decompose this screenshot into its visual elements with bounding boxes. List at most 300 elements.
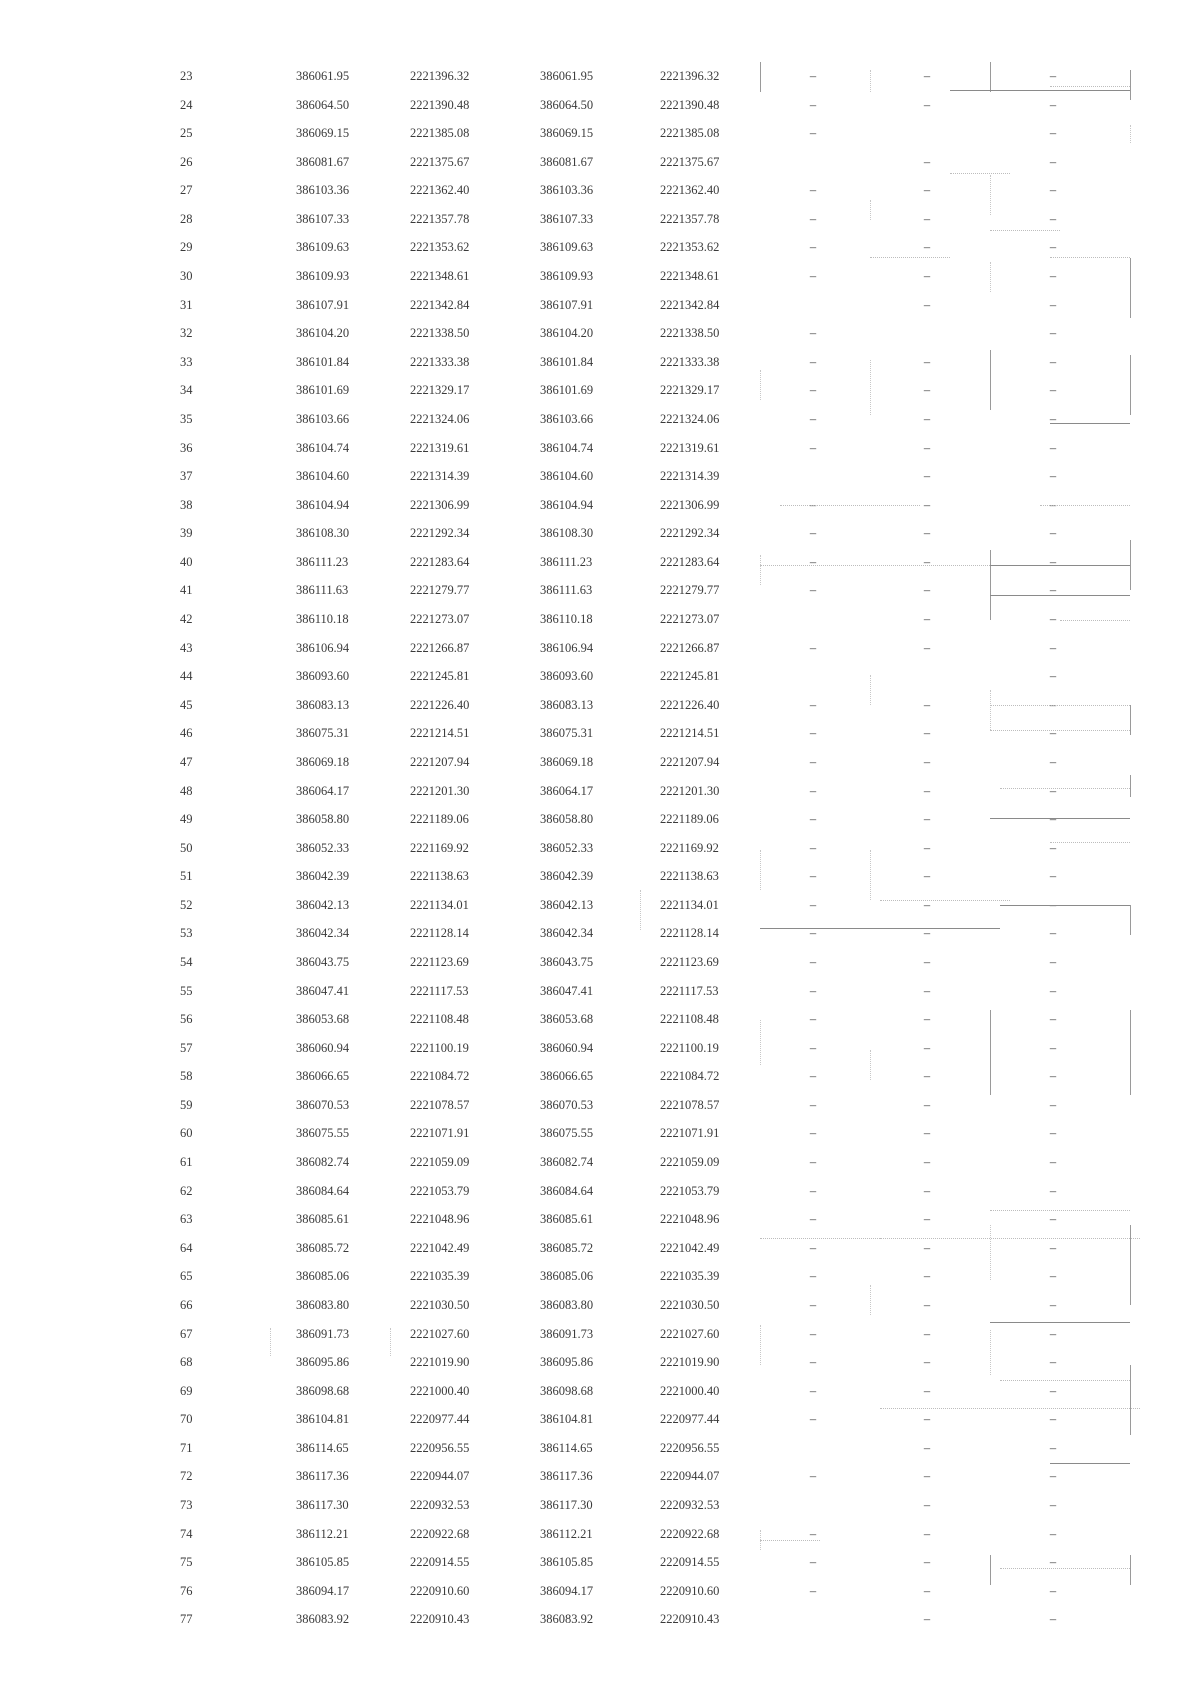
dash-cell-2: –: [923, 897, 931, 912]
row-number: 43: [180, 640, 193, 655]
y-coordinate-2: 2220977.44: [660, 1412, 720, 1427]
dash-cell-3: –: [1049, 154, 1057, 169]
x-coordinate: 386042.34: [296, 926, 350, 941]
row-number: 68: [180, 1355, 193, 1370]
x-coordinate: 386085.61: [296, 1212, 350, 1227]
x-coordinate: 386082.74: [296, 1155, 350, 1170]
y-coordinate: 2221123.69: [410, 954, 469, 969]
dash-cell-3: –: [1049, 840, 1057, 855]
table-row: [0, 1291, 1200, 1319]
x-coordinate: 386105.85: [296, 1555, 350, 1570]
dash-cell-1: –: [809, 1012, 817, 1027]
dash-cell-3: –: [1049, 1069, 1057, 1084]
scan-line: [1050, 257, 1130, 258]
dash-cell-3: –: [1049, 1269, 1057, 1284]
dash-cell-3: –: [1049, 1355, 1057, 1370]
scan-line: [1000, 905, 1130, 906]
y-coordinate: 2220910.43: [410, 1612, 470, 1627]
y-coordinate: 2221030.50: [410, 1297, 470, 1312]
scan-line: [990, 565, 1130, 566]
y-coordinate-2: 2221266.87: [660, 640, 720, 655]
row-number: 30: [180, 269, 193, 284]
table-row: [0, 1148, 1200, 1176]
dash-cell-3: –: [1049, 554, 1057, 569]
scan-line: [1050, 86, 1130, 87]
table-row: [0, 605, 1200, 633]
dash-cell-2: –: [923, 526, 931, 541]
scan-line: [990, 175, 991, 215]
row-number: 66: [180, 1297, 193, 1312]
x-coordinate: 386066.65: [296, 1069, 350, 1084]
row-number: 56: [180, 1012, 193, 1027]
dash-cell-2: –: [923, 411, 931, 426]
row-number: 45: [180, 697, 193, 712]
x-coordinate-2: 386093.60: [540, 669, 594, 684]
dash-cell-1: –: [809, 1469, 817, 1484]
y-coordinate: 2221019.90: [410, 1355, 470, 1370]
y-coordinate-2: 2221071.91: [660, 1126, 720, 1141]
x-coordinate: 386108.30: [296, 526, 350, 541]
x-coordinate-2: 386109.63: [540, 240, 594, 255]
x-coordinate-2: 386069.18: [540, 754, 594, 769]
scan-line: [990, 262, 991, 292]
dash-cell-3: –: [1049, 440, 1057, 455]
dash-cell-1: –: [809, 440, 817, 455]
scan-line: [990, 705, 1130, 706]
x-coordinate: 386061.95: [296, 69, 350, 83]
dash-cell-2: –: [923, 640, 931, 655]
x-coordinate-2: 386047.41: [540, 983, 594, 998]
x-coordinate-2: 386111.23: [540, 554, 593, 569]
dash-cell-3: –: [1049, 183, 1057, 198]
table-row: [0, 1405, 1200, 1433]
dash-cell-1: –: [809, 697, 817, 712]
x-coordinate: 386101.69: [296, 383, 350, 398]
row-number: 65: [180, 1269, 193, 1284]
row-number: 51: [180, 869, 193, 884]
x-coordinate-2: 386085.61: [540, 1212, 594, 1227]
y-coordinate-2: 2221027.60: [660, 1326, 720, 1341]
dash-cell-3: –: [1049, 69, 1057, 83]
table-row: [0, 862, 1200, 890]
y-coordinate: 2221084.72: [410, 1069, 470, 1084]
dash-cell-2: –: [923, 783, 931, 798]
dash-cell-1: –: [809, 1212, 817, 1227]
y-coordinate: 2221338.50: [410, 326, 470, 341]
dash-cell-3: –: [1049, 354, 1057, 369]
y-coordinate: 2221324.06: [410, 411, 470, 426]
x-coordinate: 386111.63: [296, 583, 349, 598]
x-coordinate-2: 386098.68: [540, 1383, 594, 1398]
x-coordinate-2: 386083.80: [540, 1297, 594, 1312]
table-row: [0, 176, 1200, 204]
dash-cell-1: –: [809, 1355, 817, 1370]
dash-cell-2: –: [923, 1069, 931, 1084]
y-coordinate: 2220914.55: [410, 1555, 470, 1570]
dash-cell-2: –: [923, 69, 931, 83]
y-coordinate: 2221390.48: [410, 97, 470, 112]
dash-cell-2: –: [923, 1469, 931, 1484]
y-coordinate-2: 2220956.55: [660, 1440, 720, 1455]
x-coordinate-2: 386117.30: [540, 1498, 593, 1512]
scan-line: [1000, 1568, 1130, 1569]
scan-line: [990, 595, 1130, 596]
y-coordinate: 2221245.81: [410, 669, 470, 684]
x-coordinate-2: 386083.92: [540, 1612, 594, 1627]
scan-line: [990, 818, 1130, 819]
y-coordinate: 2221266.87: [410, 640, 470, 655]
x-coordinate-2: 386082.74: [540, 1155, 594, 1170]
scan-line: [950, 90, 1130, 91]
x-coordinate-2: 386109.93: [540, 269, 594, 284]
x-coordinate-2: 386043.75: [540, 954, 594, 969]
x-coordinate-2: 386094.17: [540, 1583, 594, 1598]
row-number: 26: [180, 154, 193, 169]
row-number: 23: [180, 69, 193, 83]
scan-line: [990, 1322, 1130, 1323]
scan-line: [1130, 905, 1131, 935]
row-number: 74: [180, 1526, 193, 1541]
x-coordinate: 386081.67: [296, 154, 350, 169]
table-row: [0, 1091, 1200, 1119]
x-coordinate: 386094.17: [296, 1583, 350, 1598]
x-coordinate-2: 386103.66: [540, 411, 594, 426]
scan-line: [1130, 70, 1131, 100]
table-row: [0, 348, 1200, 376]
y-coordinate: 2221306.99: [410, 497, 470, 512]
row-number: 53: [180, 926, 193, 941]
x-coordinate: 386095.86: [296, 1355, 350, 1370]
dash-cell-2: –: [923, 354, 931, 369]
row-number: 69: [180, 1383, 193, 1398]
dash-cell-1: –: [809, 840, 817, 855]
dash-cell-2: –: [923, 240, 931, 255]
dash-cell-1: –: [809, 1412, 817, 1427]
dash-cell-2: –: [923, 812, 931, 827]
dash-cell-3: –: [1049, 1012, 1057, 1027]
x-coordinate: 386109.63: [296, 240, 350, 255]
x-coordinate: 386111.23: [296, 554, 349, 569]
x-coordinate: 386104.81: [296, 1412, 350, 1427]
y-coordinate-2: 2221100.19: [660, 1040, 719, 1055]
dash-cell-1: –: [809, 1097, 817, 1112]
row-number: 29: [180, 240, 193, 255]
scan-line: [1000, 1380, 1130, 1381]
x-coordinate-2: 386095.86: [540, 1355, 594, 1370]
dash-cell-2: –: [923, 211, 931, 226]
table-row: [0, 376, 1200, 404]
scan-line: [780, 505, 920, 506]
dash-cell-1: –: [809, 1297, 817, 1312]
table-row: [0, 1062, 1200, 1090]
row-number: 76: [180, 1583, 193, 1598]
x-coordinate-2: 386091.73: [540, 1326, 594, 1341]
row-number: 42: [180, 612, 193, 627]
row-number: 64: [180, 1240, 193, 1255]
dash-cell-2: –: [923, 1412, 931, 1427]
dash-cell-2: –: [923, 983, 931, 998]
y-coordinate-2: 2221353.62: [660, 240, 720, 255]
x-coordinate-2: 386103.36: [540, 183, 594, 198]
y-coordinate: 2221078.57: [410, 1097, 470, 1112]
x-coordinate-2: 386104.20: [540, 326, 594, 341]
dash-cell-3: –: [1049, 1297, 1057, 1312]
dash-cell-2: –: [923, 1297, 931, 1312]
y-coordinate: 2220922.68: [410, 1526, 470, 1541]
table-row: [0, 1520, 1200, 1548]
y-coordinate: 2221027.60: [410, 1326, 470, 1341]
x-coordinate: 386060.94: [296, 1040, 350, 1055]
table-row: [0, 319, 1200, 347]
scan-line: [990, 62, 991, 92]
dash-cell-3: –: [1049, 1097, 1057, 1112]
table-row: [0, 148, 1200, 176]
dash-cell-1: –: [809, 411, 817, 426]
y-coordinate-2: 2221329.17: [660, 383, 720, 398]
scan-line: [270, 1328, 271, 1356]
scan-line: [1060, 620, 1130, 621]
y-coordinate: 2221226.40: [410, 697, 470, 712]
x-coordinate: 386047.41: [296, 983, 350, 998]
x-coordinate-2: 386114.65: [540, 1440, 593, 1455]
x-coordinate: 386069.18: [296, 754, 350, 769]
y-coordinate-2: 2221214.51: [660, 726, 720, 741]
dash-cell-1: –: [809, 954, 817, 969]
row-number: 37: [180, 469, 193, 484]
dash-cell-2: –: [923, 497, 931, 512]
dash-cell-2: –: [923, 1326, 931, 1341]
dash-cell-1: –: [809, 1269, 817, 1284]
row-number: 72: [180, 1469, 193, 1484]
scan-line: [1130, 1010, 1131, 1095]
x-coordinate-2: 386070.53: [540, 1097, 594, 1112]
x-coordinate: 386052.33: [296, 840, 350, 855]
y-coordinate: 2221059.09: [410, 1155, 470, 1170]
y-coordinate: 2221048.96: [410, 1212, 470, 1227]
scan-line: [760, 1020, 761, 1065]
dash-cell-3: –: [1049, 612, 1057, 627]
x-coordinate-2: 386052.33: [540, 840, 594, 855]
x-coordinate-2: 386106.94: [540, 640, 594, 655]
table-row: [0, 491, 1200, 519]
dash-cell-1: –: [809, 869, 817, 884]
x-coordinate-2: 386075.31: [540, 726, 594, 741]
dash-cell-3: –: [1049, 383, 1057, 398]
scan-line: [760, 62, 761, 92]
x-coordinate: 386107.33: [296, 211, 350, 226]
row-number: 31: [180, 297, 193, 312]
y-coordinate-2: 2221059.09: [660, 1155, 720, 1170]
dash-cell-2: –: [923, 554, 931, 569]
dash-cell-3: –: [1049, 812, 1057, 827]
table-row: [0, 634, 1200, 662]
scan-line: [870, 200, 871, 220]
x-coordinate: 386103.36: [296, 183, 350, 198]
x-coordinate: 386101.84: [296, 354, 350, 369]
y-coordinate-2: 2221396.32: [660, 69, 720, 83]
row-number: 44: [180, 669, 193, 684]
x-coordinate: 386042.39: [296, 869, 350, 884]
row-number: 47: [180, 754, 193, 769]
dash-cell-3: –: [1049, 126, 1057, 141]
y-coordinate-2: 2221385.08: [660, 126, 720, 141]
row-number: 58: [180, 1069, 193, 1084]
dash-cell-3: –: [1049, 1469, 1057, 1484]
dash-cell-1: –: [809, 497, 817, 512]
dash-cell-1: –: [809, 69, 817, 83]
y-coordinate: 2221189.06: [410, 812, 469, 827]
table-row: [0, 748, 1200, 776]
row-number: 35: [180, 411, 193, 426]
y-coordinate-2: 2221333.38: [660, 354, 720, 369]
scan-line: [1130, 355, 1131, 415]
scan-line: [1130, 540, 1131, 590]
dash-cell-2: –: [923, 440, 931, 455]
x-coordinate-2: 386107.33: [540, 211, 594, 226]
dash-cell-3: –: [1049, 1555, 1057, 1570]
dash-cell-1: –: [809, 640, 817, 655]
dash-cell-2: –: [923, 1155, 931, 1170]
x-coordinate-2: 386060.94: [540, 1040, 594, 1055]
row-number: 24: [180, 97, 193, 112]
row-number: 55: [180, 983, 193, 998]
y-coordinate-2: 2221292.34: [660, 526, 720, 541]
y-coordinate-2: 2221342.84: [660, 297, 720, 312]
y-coordinate: 2221134.01: [410, 897, 469, 912]
y-coordinate-2: 2221273.07: [660, 612, 720, 627]
row-number: 75: [180, 1555, 193, 1570]
y-coordinate: 2221000.40: [410, 1383, 470, 1398]
x-coordinate-2: 386083.13: [540, 697, 594, 712]
y-coordinate-2: 2221134.01: [660, 897, 719, 912]
dash-cell-1: –: [809, 1040, 817, 1055]
y-coordinate: 2220977.44: [410, 1412, 470, 1427]
row-number: 50: [180, 840, 193, 855]
dash-cell-1: –: [809, 1383, 817, 1398]
dash-cell-2: –: [923, 1183, 931, 1198]
x-coordinate-2: 386069.15: [540, 126, 594, 141]
dash-cell-3: –: [1049, 1326, 1057, 1341]
row-number: 27: [180, 183, 193, 198]
y-coordinate: 2221333.38: [410, 354, 470, 369]
scan-line: [390, 1328, 391, 1356]
x-coordinate: 386064.17: [296, 783, 350, 798]
dash-cell-3: –: [1049, 1583, 1057, 1598]
y-coordinate-2: 2221362.40: [660, 183, 720, 198]
scan-line: [760, 1325, 761, 1365]
y-coordinate-2: 2221319.61: [660, 440, 720, 455]
table-row: [0, 1577, 1200, 1605]
x-coordinate: 386075.31: [296, 726, 350, 741]
dash-cell-3: –: [1049, 1212, 1057, 1227]
dash-cell-2: –: [923, 383, 931, 398]
dash-cell-3: –: [1049, 669, 1057, 684]
y-coordinate: 2221329.17: [410, 383, 470, 398]
dash-cell-2: –: [923, 469, 931, 484]
y-coordinate: 2221042.49: [410, 1240, 470, 1255]
y-coordinate-2: 2221000.40: [660, 1383, 720, 1398]
table-row: [0, 977, 1200, 1005]
dash-cell-2: –: [923, 869, 931, 884]
table-row: [0, 462, 1200, 490]
y-coordinate-2: 2221019.90: [660, 1355, 720, 1370]
row-number: 46: [180, 726, 193, 741]
y-coordinate: 2221117.53: [410, 983, 469, 998]
scan-line: [990, 350, 991, 410]
table-row: [0, 1177, 1200, 1205]
scan-line: [760, 555, 761, 585]
x-coordinate-2: 386112.21: [540, 1526, 593, 1541]
dash-cell-2: –: [923, 926, 931, 941]
scan-line: [760, 370, 761, 400]
scan-line: [1130, 1555, 1131, 1585]
x-coordinate-2: 386117.36: [540, 1469, 593, 1484]
row-number: 38: [180, 497, 193, 512]
row-number: 59: [180, 1097, 193, 1112]
scan-line: [880, 1238, 1140, 1239]
y-coordinate: 2221362.40: [410, 183, 470, 198]
scan-line: [990, 1555, 991, 1585]
x-coordinate-2: 386107.91: [540, 297, 594, 312]
x-coordinate: 386104.94: [296, 497, 350, 512]
row-number: 34: [180, 383, 193, 398]
dash-cell-1: –: [809, 726, 817, 741]
dash-cell-1: –: [809, 1126, 817, 1141]
y-coordinate: 2220910.60: [410, 1583, 470, 1598]
x-coordinate: 386114.65: [296, 1440, 349, 1455]
x-coordinate-2: 386101.69: [540, 383, 594, 398]
row-number: 71: [180, 1440, 193, 1455]
y-coordinate: 2221357.78: [410, 211, 470, 226]
y-coordinate: 2221314.39: [410, 469, 470, 484]
table-row: [0, 548, 1200, 576]
y-coordinate: 2221279.77: [410, 583, 470, 598]
dash-cell-2: –: [923, 297, 931, 312]
dash-cell-3: –: [1049, 211, 1057, 226]
y-coordinate-2: 2221226.40: [660, 697, 720, 712]
y-coordinate-2: 2221042.49: [660, 1240, 720, 1255]
scan-line: [990, 690, 991, 730]
row-number: 52: [180, 897, 193, 912]
x-coordinate-2: 386053.68: [540, 1012, 594, 1027]
dash-cell-1: –: [809, 783, 817, 798]
dash-cell-3: –: [1049, 326, 1057, 341]
dash-cell-3: –: [1049, 526, 1057, 541]
y-coordinate-2: 2221279.77: [660, 583, 720, 598]
table-row: [0, 919, 1200, 947]
dash-cell-2: –: [923, 1212, 931, 1227]
x-coordinate-2: 386085.06: [540, 1269, 594, 1284]
dash-cell-2: –: [923, 1498, 931, 1512]
y-coordinate: 2221292.34: [410, 526, 470, 541]
x-coordinate-2: 386042.39: [540, 869, 594, 884]
x-coordinate: 386110.18: [296, 612, 349, 627]
dash-cell-3: –: [1049, 1183, 1057, 1198]
x-coordinate: 386106.94: [296, 640, 350, 655]
dash-cell-2: –: [923, 1612, 931, 1627]
y-coordinate: 2221273.07: [410, 612, 470, 627]
dash-cell-1: –: [809, 211, 817, 226]
y-coordinate: 2220944.07: [410, 1469, 470, 1484]
dash-cell-2: –: [923, 1583, 931, 1598]
table-row: [0, 719, 1200, 747]
row-number: 70: [180, 1412, 193, 1427]
dash-cell-3: –: [1049, 1383, 1057, 1398]
dash-cell-3: –: [1049, 1440, 1057, 1455]
dash-cell-3: –: [1049, 1526, 1057, 1541]
dash-cell-3: –: [1049, 583, 1057, 598]
dash-cell-3: –: [1049, 1155, 1057, 1170]
